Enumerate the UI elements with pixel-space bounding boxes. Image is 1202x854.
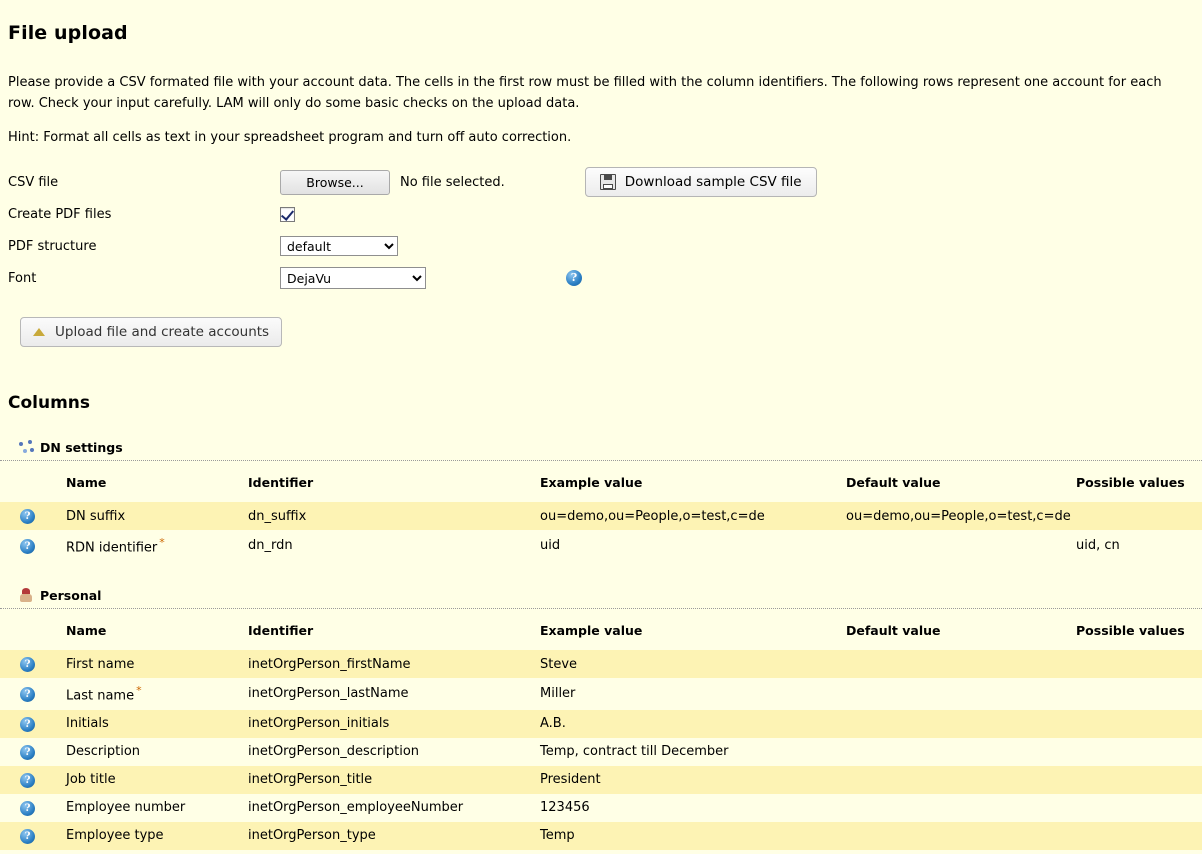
row-help-cell <box>0 502 66 530</box>
column-identifier-cell: inetOrgPerson_description <box>248 744 420 760</box>
save-icon <box>600 174 616 190</box>
csv-file-label: CSV file <box>8 174 59 190</box>
column-example-cell: Temp <box>540 822 846 850</box>
pdf-structure-select[interactable] <box>280 236 398 256</box>
no-file-selected-text: No file selected. <box>400 174 505 190</box>
column-identifier-cell: inetOrgPerson_title <box>248 766 540 794</box>
table-header-row <box>0 609 1202 650</box>
intro-text: Please provide a CSV formated file with your account data. The cells in the first row must be filled with the column identifiers. The following rows represent one account for each row. Check your input carefully. LAM will only do some basic checks on the upload data. <box>8 75 1162 111</box>
download-sample-csv-button[interactable] <box>585 167 817 197</box>
column-default-cell <box>846 530 1076 561</box>
create-pdf-label: Create PDF files <box>8 206 112 222</box>
column-possible-cell <box>1076 794 1202 822</box>
column-identifier-cell: inetOrgPerson_initials <box>248 710 540 738</box>
section-personal <box>0 587 1202 849</box>
pdf-structure-row <box>8 231 1202 261</box>
header-possible-values: Possible values <box>1076 475 1185 490</box>
font-row <box>8 263 1202 293</box>
column-example-cell: President <box>540 766 846 794</box>
pdf-structure-label: PDF structure <box>8 238 97 254</box>
column-default-cell <box>846 650 1076 678</box>
csv-file-row <box>8 167 1202 197</box>
column-example-cell: ou=demo,ou=People,o=test,c=de <box>540 502 846 530</box>
section-title: DN settings <box>40 439 123 455</box>
help-icon[interactable]: ? <box>20 773 35 788</box>
create-pdf-checkbox[interactable] <box>280 207 295 222</box>
column-identifier-cell: inetOrgPerson_firstName <box>248 650 540 678</box>
column-default-cell <box>846 678 1076 709</box>
csv-file-input-group <box>280 170 505 195</box>
table-row <box>0 530 1202 561</box>
header-identifier: Identifier <box>248 475 314 490</box>
upload-form <box>0 167 1202 347</box>
column-default-cell <box>846 710 1076 738</box>
help-icon[interactable]: ? <box>20 745 35 760</box>
column-possible-cell <box>1076 710 1202 738</box>
help-icon[interactable]: ? <box>20 657 35 672</box>
table-header-row <box>0 461 1202 502</box>
column-name-cell: RDN identifier * <box>66 536 165 556</box>
header-default-value: Default value <box>846 475 941 490</box>
column-possible-cell <box>1076 822 1202 850</box>
row-help-cell <box>0 678 66 709</box>
column-default-cell <box>846 738 1076 766</box>
column-identifier-cell: inetOrgPerson_lastName <box>248 686 409 702</box>
header-default-value: Default value <box>846 623 941 639</box>
header-example-value: Example value <box>540 475 643 490</box>
table-row <box>0 710 1202 738</box>
column-possible-cell <box>1076 650 1202 678</box>
column-possible-cell <box>1076 766 1202 794</box>
column-identifier-cell: dn_suffix <box>248 502 540 530</box>
personal-icon <box>18 587 34 603</box>
upload-file-button[interactable] <box>20 317 282 347</box>
column-example-cell: A.B. <box>540 710 846 738</box>
header-example-value: Example value <box>540 623 643 639</box>
browse-button[interactable]: Browse... <box>280 170 390 195</box>
dn-settings-icon <box>18 439 34 455</box>
hint-text: Hint: Format all cells as text in your spreadsheet program and turn off auto correction. <box>8 130 572 145</box>
row-help-cell <box>0 738 66 766</box>
column-name-cell: First name <box>66 650 248 678</box>
column-example-cell: Steve <box>540 650 846 678</box>
column-possible-cell: uid, cn <box>1076 538 1120 554</box>
columns-table-personal <box>0 609 1202 849</box>
upload-arrow-icon <box>33 328 45 336</box>
row-help-cell <box>0 530 66 561</box>
sections-container <box>0 439 1202 850</box>
section-header-personal <box>0 587 1202 609</box>
row-help-cell <box>0 650 66 678</box>
table-row <box>0 794 1202 822</box>
font-select[interactable] <box>280 267 426 289</box>
header-name: Name <box>66 623 107 639</box>
section-title: Personal <box>40 587 102 603</box>
column-example-cell: Temp, contract till December <box>540 744 729 760</box>
help-icon[interactable]: ? <box>20 717 35 732</box>
header-name: Name <box>66 475 107 490</box>
help-icon[interactable]: ? <box>566 270 582 286</box>
required-marker-icon: * <box>136 684 142 698</box>
section-header-dn-settings <box>0 439 1202 461</box>
column-possible-cell <box>1076 502 1202 530</box>
column-example-cell: uid <box>540 538 561 554</box>
column-example-cell: 123456 <box>540 800 590 816</box>
header-identifier: Identifier <box>248 623 314 639</box>
column-name-cell: Employee number <box>66 800 186 816</box>
row-help-cell <box>0 794 66 822</box>
column-name-cell: Last name * <box>66 684 142 704</box>
table-row <box>0 650 1202 678</box>
row-help-cell <box>0 766 66 794</box>
column-possible-cell <box>1076 678 1202 709</box>
column-default-cell <box>846 766 1076 794</box>
header-possible-values: Possible values <box>1076 623 1185 639</box>
required-marker-icon: * <box>159 536 165 549</box>
column-default-cell: ou=demo,ou=People,o=test,c=de <box>846 502 1076 530</box>
column-identifier-cell: dn_rdn <box>248 538 293 554</box>
table-row <box>0 678 1202 709</box>
column-name-cell: Description <box>66 744 141 760</box>
font-label: Font <box>8 270 37 286</box>
table-row <box>0 502 1202 530</box>
table-row <box>0 822 1202 850</box>
column-identifier-cell: inetOrgPerson_employeeNumber <box>248 800 464 816</box>
create-pdf-row <box>8 199 1202 229</box>
column-default-cell <box>846 822 1076 850</box>
row-help-cell <box>0 822 66 850</box>
table-row <box>0 766 1202 794</box>
column-default-cell <box>846 794 1076 822</box>
section-dn-settings <box>0 439 1202 561</box>
upload-file-button-label: Upload file and create accounts <box>55 324 270 340</box>
row-help-cell <box>0 710 66 738</box>
columns-title: Columns <box>8 393 91 413</box>
column-identifier-cell: inetOrgPerson_type <box>248 822 540 850</box>
help-icon[interactable]: ? <box>20 829 35 844</box>
table-row <box>0 738 1202 766</box>
help-icon[interactable]: ? <box>20 539 35 554</box>
column-name-cell: Employee type <box>66 822 248 850</box>
column-example-cell: Miller <box>540 686 576 702</box>
help-icon[interactable]: ? <box>20 509 35 524</box>
columns-table-dn-settings <box>0 461 1202 561</box>
header-icon <box>0 461 66 502</box>
column-name-cell: Job title <box>66 766 248 794</box>
header-icon <box>0 609 66 650</box>
column-name-cell: Initials <box>66 710 248 738</box>
column-name-cell: DN suffix <box>66 502 248 530</box>
help-icon[interactable]: ? <box>20 687 35 702</box>
page-title: File upload <box>8 22 128 44</box>
download-sample-csv-label: Download sample CSV file <box>624 174 802 190</box>
help-icon[interactable]: ? <box>20 801 35 816</box>
column-possible-cell <box>1076 738 1202 766</box>
